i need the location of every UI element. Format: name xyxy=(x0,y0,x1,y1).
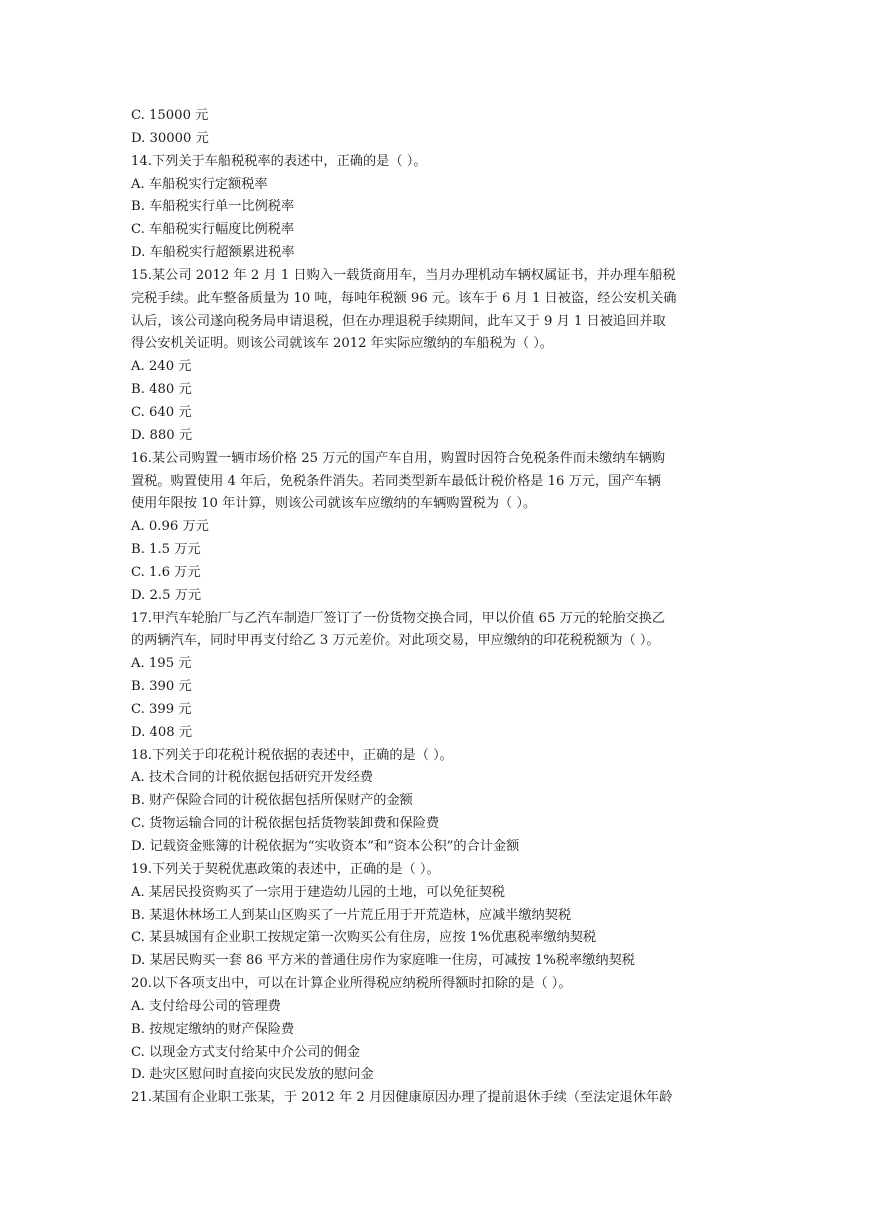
text-line: D. 某居民购买一套 86 平方米的普通住房作为家庭唯一住房，可减按 1%税率缴纳契税 xyxy=(131,953,635,969)
text-line: C. 货物运输合同的计税依据包括货物装卸费和保险费 xyxy=(131,816,440,832)
text-line: A. 240 元 xyxy=(131,359,192,375)
text-line: A. 某居民投资购买了一宗用于建造幼儿园的土地，可以免征契税 xyxy=(131,884,505,900)
text-line: C. 以现金方式支付给某中介公司的佣金 xyxy=(131,1044,361,1060)
text-line: D. 30000 元 xyxy=(131,130,209,146)
text-line: C. 1.6 万元 xyxy=(131,564,201,580)
text-line: D. 车船税实行超额累进税率 xyxy=(131,245,295,261)
text-line: 15.某公司 2012 年 2 月 1 日购入一载货商用车，当月办理机动车辆权属证书，并办理车船税 xyxy=(131,267,676,283)
text-line: C. 车船税实行幅度比例税率 xyxy=(131,222,295,238)
text-line: 21.某国有企业职工张某，于 2012 年 2 月因健康原因办理了提前退休手续（至法定退休年龄 xyxy=(131,1090,673,1106)
text-line: A. 车船税实行定额税率 xyxy=(131,176,268,192)
text-line: B. 按规定缴纳的财产保险费 xyxy=(131,1021,295,1037)
document-page xyxy=(131,105,741,1110)
text-line: D. 记载资金账簿的计税依据为“实收资本”和“资本公积”的合计金额 xyxy=(131,839,520,854)
text-line: C. 640 元 xyxy=(131,404,192,420)
text-line: D. 880 元 xyxy=(131,427,193,443)
text-line: D. 2.5 万元 xyxy=(131,587,202,603)
text-line: 完税手续。此车整备质量为 10 吨，每吨年税额 96 元。该车于 6 月 1 日被盗，经公安机关确 xyxy=(131,290,677,306)
text-line: A. 195 元 xyxy=(131,656,192,672)
text-line: D. 408 元 xyxy=(131,724,193,740)
text-line: A. 0.96 万元 xyxy=(131,519,209,535)
text-line: B. 某退休林场工人到某山区购买了一片荒丘用于开荒造林，应减半缴纳契税 xyxy=(131,907,572,923)
text-line: B. 390 元 xyxy=(131,679,192,695)
text-line: 认后，该公司遂向税务局申请退税，但在办理退税手续期间，此车又于 9 月 1 日被追回并取 xyxy=(131,313,666,329)
text-line: A. 支付给母公司的管理费 xyxy=(131,998,281,1014)
text-line: 19.下列关于契税优惠政策的表述中，正确的是（ ）。 xyxy=(131,861,440,877)
text-line: B. 财产保险合同的计税依据包括所保财产的金额 xyxy=(131,793,413,809)
text-line: C. 15000 元 xyxy=(131,108,209,123)
text-line: 使用年限按 10 年计算，则该公司就该车应缴纳的车辆购置税为（ ）。 xyxy=(131,496,537,512)
text-line: 17.甲汽车轮胎厂与乙汽车制造厂签订了一份货物交换合同，甲以价值 65 万元的轮胎交换乙 xyxy=(131,610,666,626)
text-line: 18.下列关于印花税计税依据的表述中，正确的是（ ）。 xyxy=(131,747,453,763)
text-line: 14.下列关于车船税税率的表述中，正确的是（ ）。 xyxy=(131,153,427,169)
text-line: 得公安机关证明。则该公司就该车 2012 年实际应缴纳的车船税为（ ）。 xyxy=(131,336,553,352)
text-line: 的两辆汽车，同时甲再支付给乙 3 万元差价。对此项交易，甲应缴纳的印花税税额为（ ）。 xyxy=(131,633,660,649)
text-line: C. 399 元 xyxy=(131,701,192,717)
text-line: A. 技术合同的计税依据包括研究开发经费 xyxy=(131,770,374,786)
text-line: C. 某县城国有企业职工按规定第一次购买公有住房，应按 1%优惠税率缴纳契税 xyxy=(131,930,597,946)
text-line: 置税。购置使用 4 年后，免税条件消失。若同类型新车最低计税价格是 16 万元，国产车辆 xyxy=(131,473,661,489)
text-line: D. 赴灾区慰问时直接向灾民发放的慰问金 xyxy=(131,1067,374,1083)
text-line: B. 480 元 xyxy=(131,382,192,398)
text-line: 16.某公司购置一辆市场价格 25 万元的国产车自用，购置时因符合免税条件而未缴纳车辆购 xyxy=(131,450,666,466)
text-line: B. 车船税实行单一比例税率 xyxy=(131,199,295,215)
text-line: 20.以下各项支出中，可以在计算企业所得税应纳税所得额时扣除的是（ ）。 xyxy=(131,976,572,992)
text-line: B. 1.5 万元 xyxy=(131,542,201,558)
